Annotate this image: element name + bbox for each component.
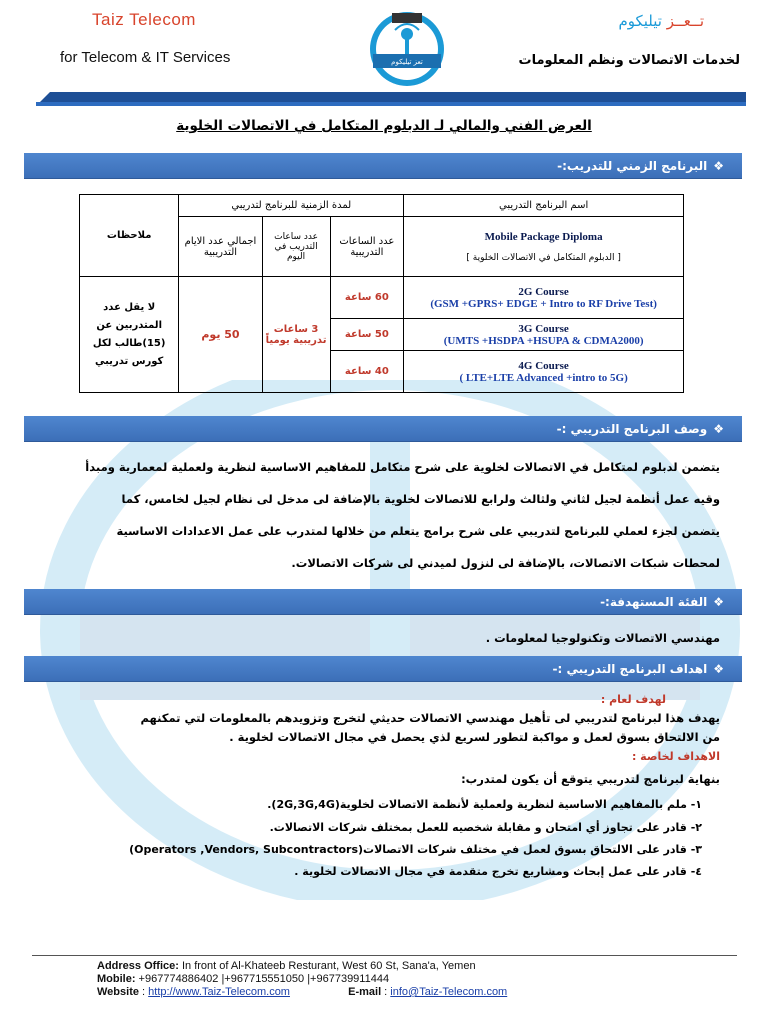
course-4g: 4G Course (LTE+LTE Advanced +intro to 5G )	[404, 351, 684, 393]
footer-divider	[32, 955, 737, 956]
program-name-cell: Mobile Package Diploma [ الدبلوم المتكامل في الاتصالات الخلوية ]	[404, 217, 684, 277]
general-goal-line-2: من الالتحاق بسوق لعمل و مواكبة لتطور لسريع لذي يحصل في مجال الاتصالات لخلوية .	[229, 730, 720, 744]
header-days: اجمالي عدد الايام التدريبية	[179, 217, 262, 277]
course-4g-hours: 40 ساعة	[330, 351, 404, 393]
email-link[interactable]: info@Taiz-Telecom.com	[390, 986, 508, 998]
goal-item: ١- ملم بالمفاهيم الاساسية لنظرية ولعملية لأنظمة الاتصالات لخلوية(2G,3G,4G).	[267, 798, 702, 811]
course-2g-hours: 60 ساعة	[330, 277, 404, 319]
schedule-table	[79, 194, 684, 393]
company-logo	[367, 8, 447, 90]
diamond-bullet-icon: ❖	[713, 422, 724, 436]
notes-cell: لا يقل عدد المتدربين عن (15)طالب لكل كورس تدريبي	[80, 277, 179, 393]
section-goals-header: ❖اهداف البرنامج التدريبي :-	[24, 656, 742, 682]
diamond-bullet-icon: ❖	[713, 159, 724, 173]
diamond-bullet-icon: ❖	[713, 662, 724, 676]
diamond-bullet-icon: ❖	[713, 595, 724, 609]
header-program-name: اسم البرنامج التدريبي	[404, 195, 684, 217]
goals-block	[64, 690, 720, 883]
website-link[interactable]: http://www.Taiz-Telecom.com	[148, 986, 290, 998]
brand-name-ar: تــعــز تيليكوم	[618, 12, 704, 30]
tagline-en: for Telecom & IT Services	[60, 49, 231, 66]
section-description-header: ❖وصف البرنامج التدريبي :-	[24, 416, 742, 442]
general-goal-line-1: يهدف هذا لبرنامج لتدريبي لى تأهيل مهندسي الاتصالات حديثي لتخرج وتزويدهم بالمعلومات لتي تمكنهم	[140, 711, 720, 725]
course-2g: 2G Course (GSM +GPRS+ EDGE + Intro to RF Drive Test)	[404, 277, 684, 319]
footer-address: Address Office: In front of Al-Khateeb Resturant, West 60 St, Sana'a, Yemen	[97, 960, 476, 972]
brand-name-en: Taiz Telecom	[92, 10, 196, 29]
specific-goals-intro: بنهاية لبرنامج لتدريبي يتوقع أن يكون لمتدرب:	[461, 772, 720, 786]
goal-item: ٣- قادر على الالتحاق بسوق لعمل في مختلف شركات الاتصالات(Operators ,Vendors, Subcontractors)	[129, 843, 702, 856]
course-3g: 3G Course (UMTS +HSDPA +HSUPA & CDMA2000)	[404, 319, 684, 351]
footer-mobile: Mobile: +967774886402 |+967715551050 |+967739911444	[97, 973, 390, 985]
section-schedule-header: ❖البرنامج الزمني للتدريب:-	[24, 153, 742, 179]
goal-item: ٢- قادر على تجاوز أي امتحان و مقابلة شخصيه للعمل بمختلف شركات الاتصالات.	[269, 821, 702, 834]
page-title: العرض الفني والمالي لـ الدبلوم المتكامل في الاتصالات الخلوية	[176, 118, 592, 134]
svg-text:تعز تيليكوم: تعز تيليكوم	[391, 58, 423, 66]
general-goal-label: لهدف لعام :	[600, 693, 666, 706]
header-hours: عدد الساعات التدريبية	[330, 217, 404, 277]
course-3g-hours: 50 ساعة	[330, 319, 404, 351]
header-daily: عدد ساعات التدريب في اليوم	[262, 217, 330, 277]
goal-item: ٤- قادر على عمل إبحاث ومشاريع تخرج متقدمة في مجال الاتصالات لخلوية .	[294, 865, 702, 878]
total-days-cell: 50 يوم	[179, 277, 262, 393]
daily-hours-cell: 3 ساعات تدريبية يومياً	[262, 277, 330, 393]
footer-web: Website : http://www.Taiz-Telecom.com E-mail : info@Taiz-Telecom.com	[97, 986, 508, 998]
audience-text: مهندسي الاتصالات وتكنولوجيا لمعلومات .	[485, 631, 720, 645]
tagline-ar: لخدمات الاتصالات ونظم المعلومات	[518, 53, 740, 68]
header-notes: ملاحظات	[80, 195, 179, 277]
header-duration: لمدة الزمنية للبرنامج لتدريبي	[179, 195, 404, 217]
specific-goals-label: الاهداف لخاصة :	[631, 750, 720, 763]
header-ribbon	[36, 92, 746, 106]
description-paragraph: يتضمن لدبلوم لمتكامل في الاتصالات لخلوية على شرح متكامل للمفاهيم الاساسية لنظرية ولعملية لمعمارية ومبدأ وقيه عمل أنظمة لجيل لثاني ولثالث ولرابع للاتصالات لخلوية بالإضافة لى مدخل لى نظام لجيل لخامس، كما يتضمن لجزء لعملي للبرنامج لتدريبي على شرح برامج يتعلم من خلالها لمتدرب على عمل الاعدادات الاساسية لمحطات شبكات الاتصالات، بالإضافة لى لنزول لميدني لى شركات الاتصالات.	[85, 460, 720, 570]
section-audience-header: ❖الفئة المستهدفة:-	[24, 589, 742, 615]
